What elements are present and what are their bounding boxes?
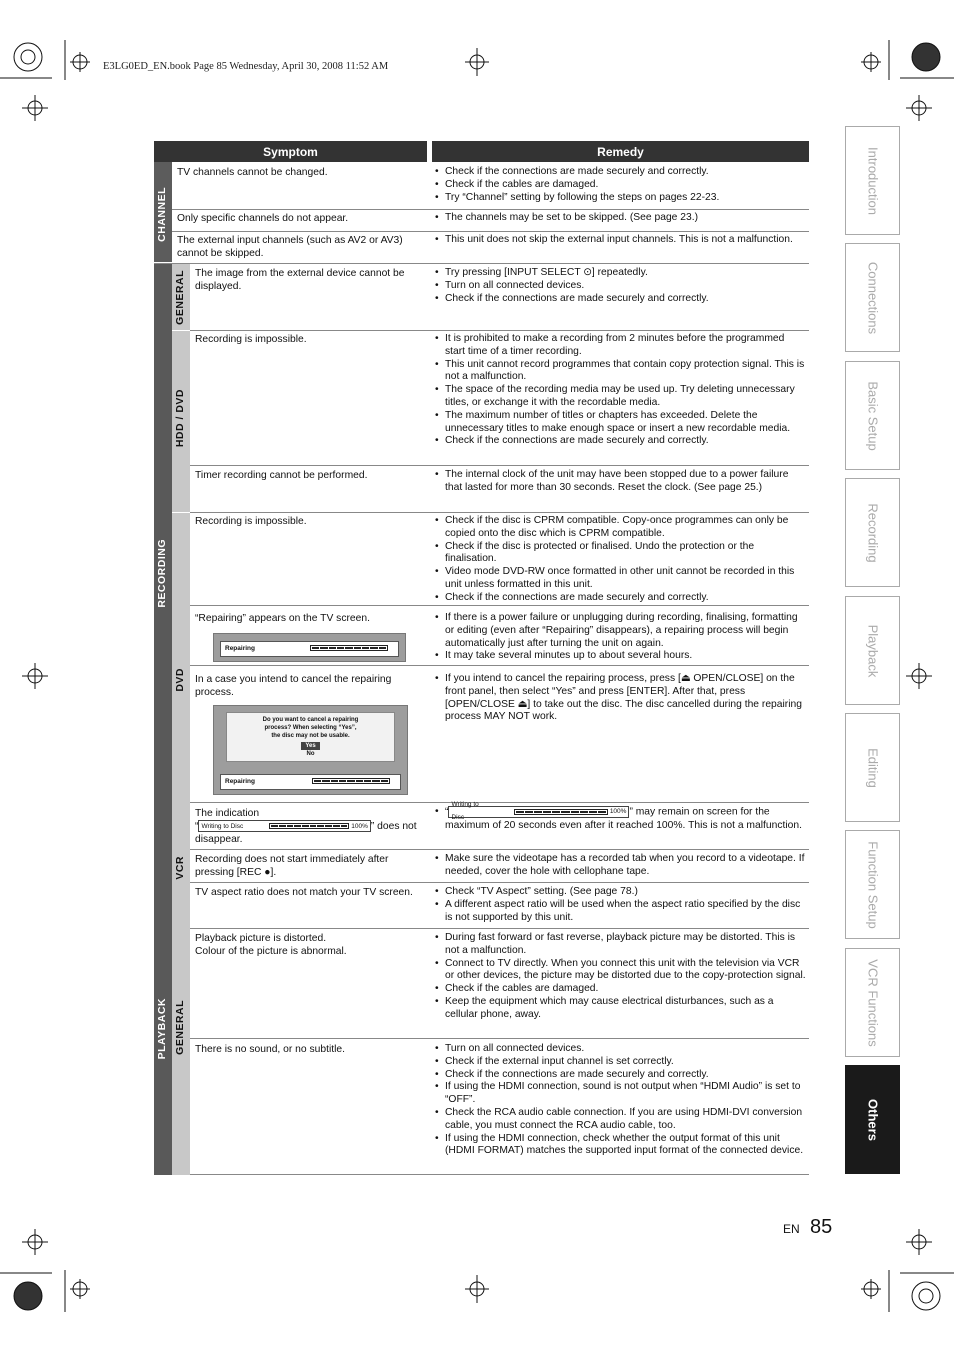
remedy-cell	[431, 166, 807, 204]
list-item: • Video mode DVD-RW once formatted in other unit cannot be recorded in this unit unless formatted in this unit.	[431, 566, 807, 592]
sub-hdd-dvd-label: HDD / DVD	[174, 389, 186, 448]
list-item: • Check if the connections are made securely and correctly.	[431, 435, 807, 448]
list-item: • The space of the recording media may be used up. Try deleting unnecessary titles, or exchange it with the recordable media.	[431, 384, 807, 410]
open-quote: “	[195, 821, 199, 832]
side-tab-label: Recording	[865, 502, 880, 563]
side-tab-playback[interactable]	[845, 596, 900, 705]
side-tab-label: Others	[865, 1098, 880, 1141]
symptom-cell	[195, 807, 425, 846]
page-number: 85	[810, 1216, 833, 1238]
language-label: EN	[783, 1222, 800, 1236]
list-item: • Check the RCA audio cable connection. If you are using HDMI-DVI conversion cable, you must connect the RCA audio cable, too.	[431, 1107, 807, 1133]
sub-dvd-label: DVD	[174, 668, 186, 692]
sub-rec-general	[172, 264, 190, 330]
dialog-line: process? When selecting “Yes”,	[264, 725, 357, 731]
symptom-cell: Recording does not start immediately after pressing [REC ●].	[195, 854, 389, 878]
side-tab-connections[interactable]	[845, 243, 900, 352]
list-item: • Make sure the videotape has a recorded tab when you record to a videotape. If needed, cover the hole with cellophane tape.	[431, 853, 807, 879]
remedy-cell	[431, 886, 807, 924]
side-tab-vcr-functions[interactable]	[845, 948, 900, 1057]
list-item: • This unit does not skip the external input channels. This is not a malfunction.	[431, 234, 807, 247]
sub-rec-general-label: GENERAL	[174, 270, 186, 325]
remedy-cell	[431, 234, 807, 247]
progress-bar	[312, 778, 390, 784]
category-recording	[154, 264, 172, 883]
sub-pb-general	[172, 883, 190, 1175]
symptom-cell: Only specific channels do not appear.	[177, 213, 349, 224]
category-recording-label: RECORDING	[156, 539, 168, 608]
list-item: • Check “TV Aspect” setting. (See page 78.)	[431, 886, 807, 899]
list-item: • If using the HDMI connection, check whether the output format of this unit (HDMI FORMAT) matches the supported input format of the connected device.	[431, 1133, 807, 1159]
sub-vcr-label: VCR	[174, 856, 186, 880]
symptom-header: Symptom	[154, 141, 427, 162]
remedy-cell	[431, 801, 807, 832]
cancel-repair-screen	[213, 705, 408, 795]
side-tab-label: Playback	[865, 624, 880, 677]
repairing-label: Repairing	[225, 645, 255, 652]
sub-vcr	[172, 850, 190, 883]
list-item	[431, 801, 807, 832]
symptom-cell	[195, 932, 425, 958]
list-item: • Try “Channel” setting by following the steps on pages 22-23.	[431, 192, 807, 205]
remedy-cell	[431, 212, 807, 225]
repairing-bar	[220, 641, 399, 657]
list-item: • Check if the external input channel is set correctly.	[431, 1056, 807, 1069]
list-item: • During fast forward or fast reverse, playback picture may be distorted. This is not a malfunction.	[431, 932, 807, 958]
remedy-cell	[431, 333, 807, 448]
remedy-text: ” may remain on screen for the maximum of 20 seconds even after it reached 100%. This is not a malfunction.	[445, 806, 802, 831]
category-channel-label: CHANNEL	[156, 187, 168, 242]
repairing-screen	[213, 633, 406, 662]
remedy-cell	[431, 673, 807, 724]
side-tab-function-setup[interactable]	[845, 830, 900, 939]
side-tab-others[interactable]	[845, 1065, 900, 1174]
symptom-cell: The external input channels (such as AV2 or AV3) cannot be skipped.	[177, 235, 403, 259]
symptom-cell: Recording is impossible.	[195, 516, 307, 527]
remedy-text: “	[445, 806, 449, 818]
dialog-line: Do you want to cancel a repairing	[262, 717, 359, 723]
sub-pb-general-label: GENERAL	[174, 1000, 186, 1055]
list-item: • Check if the disc is protected or finalised. Undo the protection or the finalisation.	[431, 541, 807, 567]
list-item: • Try pressing [INPUT SELECT ⊙] repeatedly.	[431, 267, 807, 280]
side-tab-label: Editing	[865, 747, 880, 788]
no-option: No	[306, 751, 315, 757]
list-item: • Check if the disc is CPRM compatible. Copy-once programmes can only be copied onto the disc which is CPRM compatible.	[431, 515, 807, 541]
symptom-cell: “Repairing” appears on the TV screen.	[195, 613, 370, 624]
symptom-cell: The image from the external device cannot be displayed.	[195, 268, 405, 292]
writing-indicator	[198, 820, 370, 832]
print-header: E3LG0ED_EN.book Page 85 Wednesday, April 30, 2008 11:52 AM	[103, 61, 389, 72]
writing-label: Writing to Disc	[451, 801, 479, 821]
writing-label: Writing to Disc	[201, 822, 244, 830]
list-item: • This unit cannot record programmes that contain copy protection signal. This is not a malfunction.	[431, 359, 807, 385]
percent-label: 100%	[609, 807, 627, 815]
list-item: • Check if the cables are damaged.	[431, 983, 807, 996]
side-tab-label: Introduction	[865, 146, 880, 215]
list-item: • If you intend to cancel the repairing process, press [⏏ OPEN/CLOSE] on the front panel, then select “Yes” and press [ENTER]. After that, press [OPEN/CLOSE ⏏] to take out the disc. The disc cancelled during the repairing process MAY NOT work.	[431, 673, 807, 724]
cancel-dialog	[226, 712, 395, 762]
remedy-cell	[431, 853, 807, 879]
list-item: • Check if the connections are made securely and correctly.	[431, 592, 807, 605]
list-item: • Check if the connections are made securely and correctly.	[431, 166, 807, 179]
symptom-text: The indication	[195, 808, 260, 819]
symptom-cell: There is no sound, or no subtitle.	[195, 1044, 345, 1055]
dialog-line: the disc may not be usable.	[271, 733, 350, 739]
symptom-text: ” does not disappear.	[195, 821, 417, 845]
side-tab-label: Connections	[865, 261, 880, 334]
percent-label: 100%	[351, 822, 368, 830]
symptom-cell: TV aspect ratio does not match your TV screen.	[195, 887, 413, 898]
side-tab-label: Basic Setup	[865, 380, 880, 451]
remedy-cell	[431, 612, 807, 663]
side-tab-label: Function Setup	[865, 840, 880, 929]
list-item: • Check if the cables are damaged.	[431, 179, 807, 192]
remedy-cell	[431, 932, 807, 1022]
progress-bar	[310, 645, 388, 651]
symptom-text: Colour of the picture is abnormal.	[195, 946, 347, 957]
symptom-cell: In a case you intend to cancel the repairing process.	[195, 674, 392, 698]
category-playback-label: PLAYBACK	[156, 998, 168, 1060]
repairing-label: Repairing	[225, 778, 255, 785]
list-item: • If using the HDMI connection, sound is not output when “HDMI Audio” is set to “OFF”.	[431, 1081, 807, 1107]
remedy-cell	[431, 469, 807, 495]
list-item: • Connect to TV directly. When you connect this unit with the television via VCR or other devices, the picture may be distorted due to the copy-protection signal.	[431, 958, 807, 984]
list-item: • The channels may be set to be skipped. (See page 23.)	[431, 212, 807, 225]
sub-hdd-dvd	[172, 331, 190, 512]
symptom-cell: TV channels cannot be changed.	[177, 167, 328, 178]
remedy-cell	[431, 267, 807, 305]
side-tab-introduction[interactable]	[845, 126, 900, 235]
list-item: • A different aspect ratio will be used when the aspect ratio specified by the disc is not supported by this unit.	[431, 899, 807, 925]
symptom-text: Playback picture is distorted.	[195, 933, 327, 944]
list-item: • The maximum number of titles or chapters has exceeded. Delete the unnecessary titles to make enough space or insert a new recordable media.	[431, 410, 807, 436]
list-item: • If there is a power failure or unplugging during recording, finalising, formatting or editing (even after “Repairing” disappears), a repairing process will begin automatically just after turning the unit on again.	[431, 612, 807, 650]
list-item: • Keep the equipment which may cause electrical disturbances, such as a cellular phone, away.	[431, 996, 807, 1022]
sub-dvd	[172, 513, 190, 850]
repairing-bar	[220, 774, 401, 790]
writing-indicator	[448, 801, 629, 821]
list-item: • Turn on all connected devices.	[431, 280, 807, 293]
yes-option: Yes	[301, 742, 319, 750]
category-playback	[154, 883, 172, 1175]
side-tab-recording[interactable]	[845, 478, 900, 587]
remedy-cell	[431, 1043, 807, 1158]
symptom-cell: Timer recording cannot be performed.	[195, 470, 368, 481]
list-item: • Check if the connections are made securely and correctly.	[431, 1069, 807, 1082]
side-tab-editing[interactable]	[845, 713, 900, 822]
list-item: • The internal clock of the unit may have been stopped due to a power failure that lasted for more than 30 seconds. Reset the clock. (See page 25.)	[431, 469, 807, 495]
list-item: • Turn on all connected devices.	[431, 1043, 807, 1056]
symptom-cell: Recording is impossible.	[195, 334, 307, 345]
remedy-cell	[431, 515, 807, 605]
remedy-header: Remedy	[432, 141, 809, 162]
list-item: • Check if the connections are made securely and correctly.	[431, 293, 807, 306]
side-tab-basic-setup[interactable]	[845, 361, 900, 470]
list-item: • It may take several minutes up to about several hours.	[431, 650, 807, 663]
side-tab-label: VCR Functions	[865, 958, 880, 1047]
list-item: • It is prohibited to make a recording from 2 minutes before the programmed start time of a timer recording.	[431, 333, 807, 359]
